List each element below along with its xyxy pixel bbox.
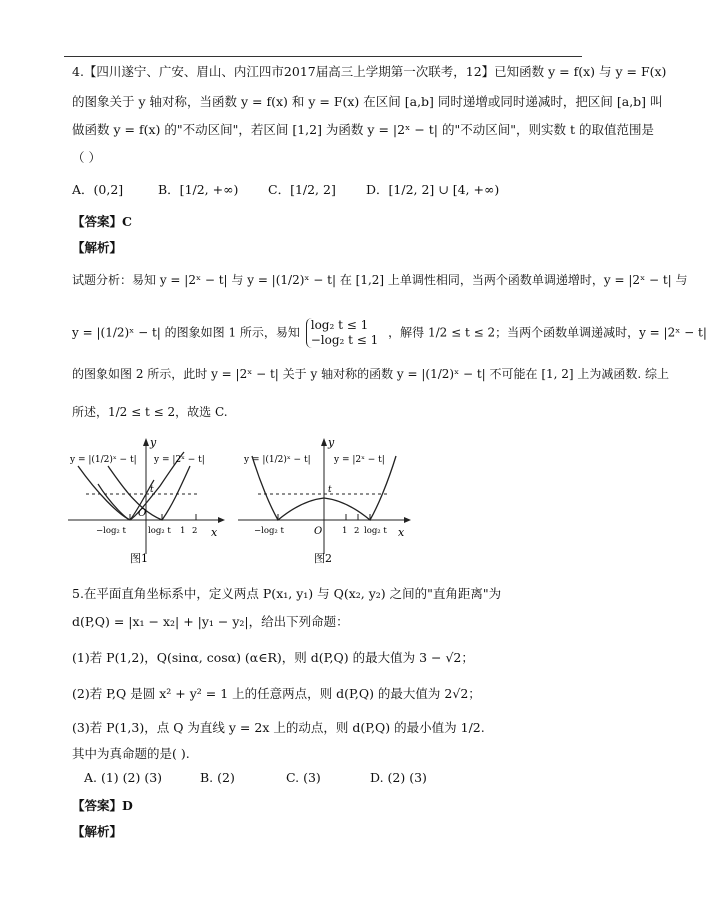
figure-1	[68, 436, 228, 566]
fig2-axis-y: y	[328, 436, 335, 449]
q4-analysis-line3: 的图象如图 2 所示，此时 y = |2ˣ − t| 关于 y 轴对称的函数 y = |(1/2)ˣ − t| 不可能在 [1, 2] 上为减函数. 综上	[72, 367, 670, 381]
fig1-tick-label-1: log₂ t	[148, 526, 171, 536]
fig2-label-left: y = |(1/2)ˣ − t|	[244, 455, 311, 465]
q5-option-d: D. (2) (3)	[370, 770, 427, 785]
fig2-x-arrow	[404, 517, 411, 523]
q4-answer: 【答案】C	[72, 214, 132, 229]
top-rule	[64, 56, 582, 57]
fig1-tick-label-3: 2	[192, 526, 198, 536]
q4-option-c: C．[1/2, 2]	[268, 182, 336, 197]
system-row1: log₂ t ≤ 1	[310, 318, 369, 332]
q5-proposition-1: (1)若 P(1,2)，Q(sinα, cosα) (α∈R)，则 d(P,Q) 的最大值为 3 − √2；	[72, 650, 474, 665]
fig1-caption: 图1	[130, 552, 148, 565]
q5-option-c: C. (3)	[286, 770, 321, 785]
q5-line2: d(P,Q) = |x₁ − x₂| + |y₁ − y₂|，给出下列命题：	[72, 614, 349, 629]
q5-option-b: B. (2)	[200, 770, 235, 785]
fig2-tick-label-1: 1	[342, 526, 348, 536]
q4-line1: 4.【四川遂宁、广安、眉山、内江四市2017届高三上学期第一次联考，12】已知函数 y = f(x) 与 y = F(x)	[72, 64, 667, 79]
q4-line2: 的图象关于 y 轴对称，当函数 y = f(x) 和 y = F(x) 在区间 [a,b] 同时递增或同时递减时，把区间 [a,b] 叫	[72, 94, 663, 109]
q5-answer: 【答案】D	[72, 798, 133, 813]
q4-option-a: A．(0,2]	[72, 182, 124, 197]
fig2-tick-label-2: 2	[354, 526, 360, 536]
fig1-origin: O	[138, 508, 147, 519]
q5-question: 其中为真命题的是( ).	[72, 746, 190, 761]
q4-option-b: B．[1/2, +∞)	[158, 182, 239, 197]
fig2-axis-x: x	[398, 526, 405, 539]
analysis2-pre: y = |(1/2)ˣ − t| 的图象如图 1 所示，易知	[72, 325, 300, 340]
q4-analysis-line4: 所述，1/2 ≤ t ≤ 2，故选 C.	[72, 405, 228, 419]
q4-option-d: D．[1/2, 2] ∪ [4, +∞)	[366, 182, 500, 197]
fig2-label-right: y = |2ˣ − t|	[334, 455, 385, 465]
figure-2	[238, 436, 418, 566]
fig1-axis-y: y	[150, 436, 157, 449]
fig2-tick-label-3: log₂ t	[364, 526, 387, 536]
fig1-axis-x: x	[211, 526, 218, 539]
q5-analysis-label: 【解析】	[72, 824, 123, 839]
q4-blank: （ ）	[72, 150, 101, 165]
fig1-x-arrow	[218, 517, 225, 523]
fig1-tick-label-2: 1	[180, 526, 186, 536]
fig2-t: t	[328, 485, 332, 495]
fig2-caption: 图2	[314, 552, 332, 565]
fig1-t: t	[150, 485, 154, 495]
q4-line3: 做函数 y = f(x) 的"不动区间"，若区间 [1,2] 为函数 y = |2ˣ − t| 的"不动区间"，则实数 t 的取值范围是	[72, 122, 654, 137]
q4-analysis-line1: 试题分析：易知 y = |2ˣ − t| 与 y = |(1/2)ˣ − t| 在 [1,2] 上单调性相同，当两个函数单调递增时，y = |2ˣ − t| 与	[72, 273, 688, 287]
q5-line1: 5.在平面直角坐标系中，定义两点 P(x₁, y₁) 与 Q(x₂, y₂) 之间的"直角距离"为	[72, 586, 502, 601]
fig2-tick-label-0: −log₂ t	[254, 526, 284, 536]
fig2-origin: O	[314, 526, 323, 537]
system-row2: −log₂ t ≤ 1	[310, 333, 379, 347]
q5-proposition-2: (2)若 P,Q 是圆 x² + y² = 1 上的任意两点，则 d(P,Q) 的最大值为 2√2；	[72, 686, 481, 701]
q5-proposition-3: (3)若 P(1,3)，点 Q 为直线 y = 2x 上的动点，则 d(P,Q) 的最小值为 1/2.	[72, 720, 485, 735]
fig1-y-arrow	[143, 438, 149, 446]
q4-analysis-line2	[72, 318, 707, 348]
equation-system	[306, 318, 383, 348]
fig2-y-arrow	[321, 438, 327, 446]
fig1-label-right: y = |2ˣ − t|	[154, 455, 205, 465]
fig1-tick-label-0: −log₂ t	[96, 526, 126, 536]
fig1-label-left: y = |(1/2)ˣ − t|	[70, 455, 137, 465]
q4-analysis-label: 【解析】	[72, 240, 123, 255]
analysis2-post: ，解得 1/2 ≤ t ≤ 2；当两个函数单调递减时，y = |2ˣ − t|	[388, 325, 707, 340]
q5-option-a: A. (1) (2) (3)	[84, 770, 163, 785]
